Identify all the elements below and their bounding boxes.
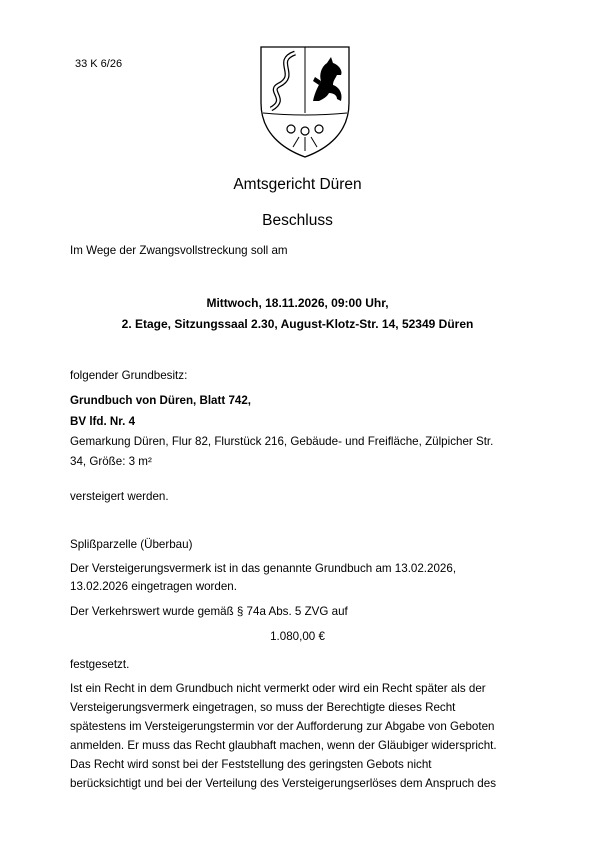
vermerk-line-2: 13.02.2026 eingetragen worden. bbox=[70, 580, 237, 593]
paragraph-line: Versteigerungsvermerk eingetragen, so muss der Berechtigte dieses Recht bbox=[70, 701, 456, 714]
paragraph-line: berücksichtigt und bei der Verteilung des Versteigerungserlöses dem Anspruch des bbox=[70, 777, 497, 790]
versteigert-line: versteigert werden. bbox=[70, 490, 169, 503]
verkehrswert-line: Der Verkehrswert wurde gemäß § 74a Abs. 5 ZVG auf bbox=[70, 605, 348, 618]
vermerk-line-1: Der Versteigerungsvermerk ist in das genannte Grundbuch am 13.02.2026, bbox=[70, 562, 457, 575]
festgesetzt-line: festgesetzt. bbox=[70, 658, 130, 671]
date-line: Mittwoch, 18.11.2026, 09:00 Uhr, bbox=[206, 296, 389, 310]
case-number: 33 K 6/26 bbox=[75, 58, 123, 70]
intro-line: Im Wege der Zwangsvollstreckung soll am bbox=[70, 244, 288, 257]
gemarkung-line-1: Gemarkung Düren, Flur 82, Flurstück 216, Gebäude- und Freifläche, Zülpicher Str. bbox=[70, 435, 494, 448]
location-line: 2. Etage, Sitzungssaal 2.30, August-Klotz-Str. 14, 52349 Düren bbox=[121, 317, 474, 331]
paragraph-line: anmelden. Er muss das Recht glaubhaft machen, wenn der Gläubiger widerspricht. bbox=[70, 739, 497, 752]
grundbuch-line: Grundbuch von Düren, Blatt 742, bbox=[70, 394, 252, 407]
paragraph-line: spätestens im Versteigerungstermin vor der Aufforderung zur Abgabe von Geboten bbox=[70, 720, 495, 733]
property-label: folgender Grundbesitz: bbox=[70, 369, 188, 382]
note-line: Splißparzelle (Überbau) bbox=[70, 538, 193, 551]
document-title: Beschluss bbox=[262, 212, 333, 229]
gemarkung-line-2: 34, Größe: 3 m² bbox=[70, 455, 152, 468]
amount: 1.080,00 € bbox=[270, 630, 325, 643]
coat-of-arms-icon bbox=[255, 41, 355, 161]
court-name: Amtsgericht Düren bbox=[233, 176, 362, 193]
paragraph-line: Ist ein Recht in dem Grundbuch nicht vermerkt oder wird ein Recht später als der bbox=[70, 682, 486, 695]
bv-line: BV lfd. Nr. 4 bbox=[70, 415, 136, 428]
paragraph-line: Das Recht wird sonst bei der Feststellung des geringsten Gebots nicht bbox=[70, 758, 432, 771]
